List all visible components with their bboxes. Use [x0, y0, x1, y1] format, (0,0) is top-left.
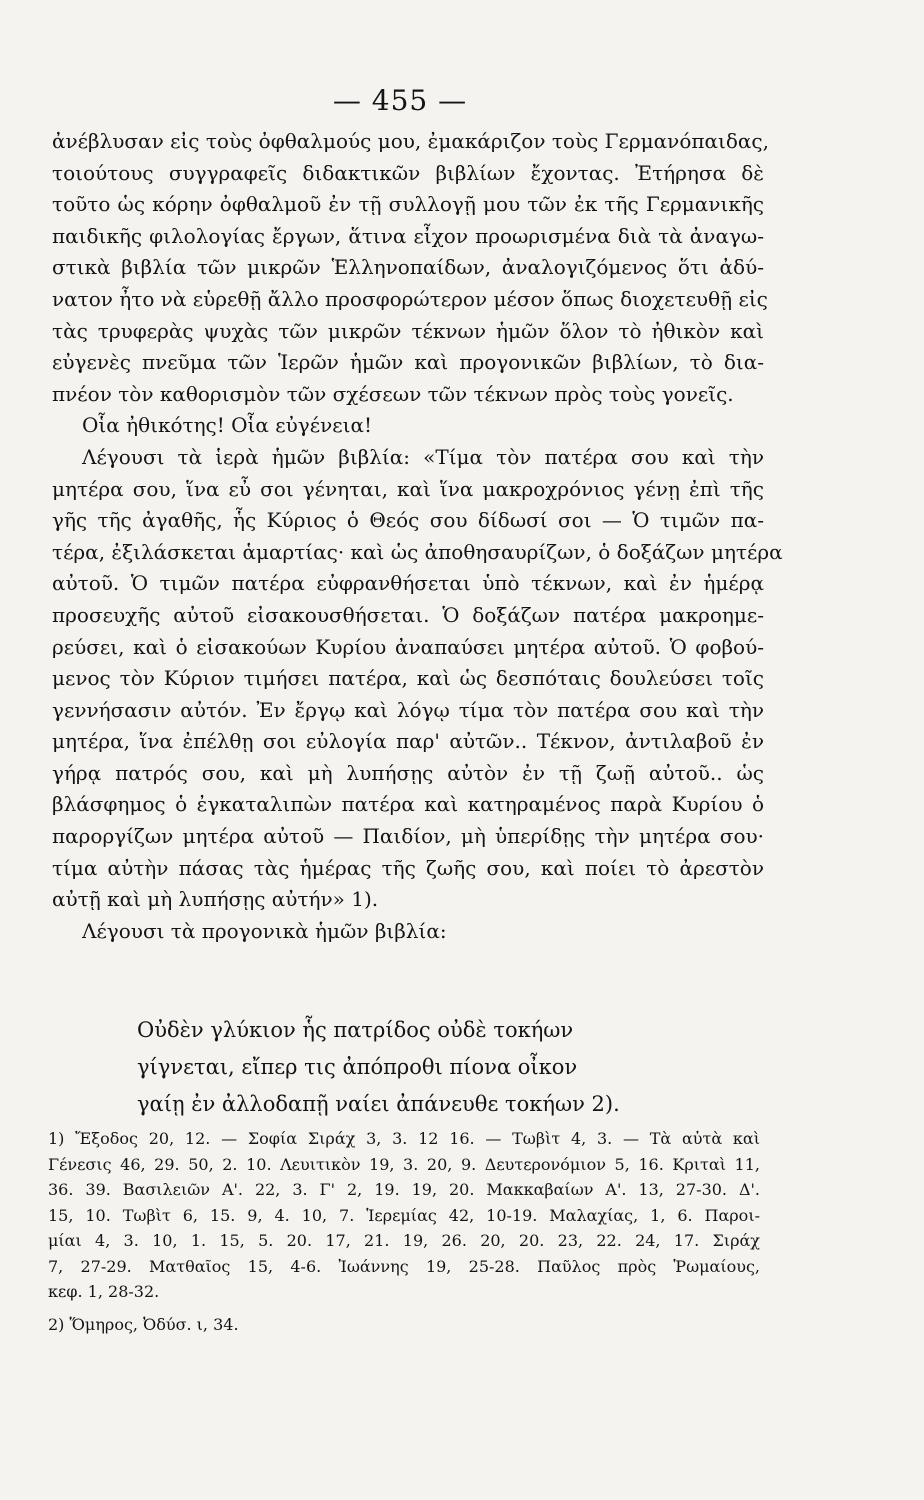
verse-line: Οὐδὲν γλύκιον ἧς πατρίδος οὐδὲ τοκήων [137, 1018, 574, 1042]
footnotes [48, 1126, 760, 1337]
footnote-2: 2) Ὅμηρος, Ὀδύσ. ι, 34. [48, 1314, 239, 1334]
text-line: τοιούτους συγγραφεῖς διδακτικῶν βιβλίων ἔχοντας. Ἐτήρησα δὲ [52, 160, 764, 185]
footnote-line: μίαι 4, 3. 10, 1. 15, 5. 20. 17, 21. 19, 26. 20, 20. 23, 22. 24, 17. Σιράχ [48, 1231, 760, 1250]
text-line: γεννήσασιν αὐτόν. Ἐν ἔργῳ καὶ λόγῳ τίμα τὸν πατέρα σου καὶ τὴν [52, 697, 764, 722]
text-line: τὰς τρυφερὰς ψυχὰς τῶν μικρῶν τέκνων ἡμῶν ὅλον τὸ ἠθικὸν καὶ [52, 318, 764, 343]
text-line: μητέρα σου, ἵνα εὖ σοι γένηται, καὶ ἵνα μακροχρόνιος γένῃ ἐπὶ τῆς [52, 476, 764, 501]
footnote-line: Γένεσις 46, 29. 50, 2. 10. Λευιτικὸν 19, 3. 20, 9. Δευτερονόμιον 5, 16. Κριταὶ 11, [48, 1154, 760, 1174]
text-line: πνέον τὸν καθορισμὸν τῶν σχέσεων τῶν τέκνων πρὸς τοὺς γονεῖς. [52, 381, 734, 406]
text-line: βλάσφημος ὁ ἐγκαταλιπὼν πατέρα καὶ κατηραμένος παρὰ Κυρίου ὁ [52, 792, 764, 817]
text-line: τέρα, ἐξιλάσκεται ἁμαρτίας· καὶ ὡς ἀποθησαυρίζων, ὁ δοξάζων μητέρα [52, 539, 783, 564]
text-line: εὐγενὲς πνεῦμα τῶν Ἱερῶν ἡμῶν καὶ προγονικῶν βιβλίων, τὸ δια- [52, 350, 764, 375]
text-line: Λέγουσι τὰ ἱερὰ ἡμῶν βιβλία: «Τίμα τὸν πατέρα σου καὶ τὴν [82, 444, 764, 469]
main-text [52, 126, 783, 947]
text-line: παροργίζων μητέρα αὐτοῦ — Παιδίον, μὴ ὑπερίδῃς τὴν μητέρα σου· [52, 824, 764, 849]
footnote-line: κεφ. 1, 28-32. [48, 1282, 160, 1301]
footnote-line: 7, 27-29. Ματθαῖος 15, 4-6. Ἰωάννης 19, 25-28. Παῦλος πρὸς Ῥωμαίους, [48, 1256, 760, 1276]
text-line: ρεύσει, καὶ ὁ εἰσακούων Κυρίου ἀναπαύσει μητέρα αὐτοῦ. Ὁ φοβού- [52, 634, 764, 659]
text-line: αὐτῇ καὶ μὴ λυπήσῃς αὐτήν» 1). [52, 887, 379, 912]
text-line: μενος τὸν Κύριον τιμήσει πατέρα, καὶ ὡς δεσπόταις δουλεύσει τοῖς [52, 666, 764, 691]
text-line: μητέρα, ἵνα ἐπέλθῃ σοι εὐλογία παρ' αὐτῶν.. Τέκνον, ἀντιλαβοῦ ἐν [52, 729, 764, 754]
text-line: γῆς τῆς ἀγαθῆς, ἧς Κύριος ὁ Θεός σου δίδωσί σοι — Ὁ τιμῶν πα- [52, 508, 764, 533]
verse-line: γαίῃ ἐν ἀλλοδαπῇ ναίει ἀπάνευθε τοκήων 2). [137, 1092, 620, 1116]
verse-line: γίγνεται, εἴπερ τις ἀπόπροθι πίονα οἶκον [137, 1055, 578, 1079]
text-line: τοῦτο ὡς κόρην ὀφθαλμοῦ ἐν τῇ συλλογῇ μου τῶν ἐκ τῆς Γερμανικῆς [52, 192, 764, 217]
text-line: τίμα αὐτὴν πάσας τὰς ἡμέρας τῆς ζωῆς σου, καὶ ποίει τὸ ἀρεστὸν [52, 855, 764, 880]
footnote-line: 36. 39. Βασιλειῶν Α'. 22, 3. Γ' 2, 19. 19, 20. Μακκαβαίων Α'. 13, 27-30. Δ'. [48, 1180, 760, 1199]
page-number: — 455 — [332, 84, 468, 117]
text-line: στικὰ βιβλία τῶν μικρῶν Ἑλληνοπαίδων, ἀναλογιζόμενος ὅτι ἀδύ- [52, 255, 764, 280]
text-line: γήρᾳ πατρός σου, καὶ μὴ λυπήσῃς αὐτὸν ἐν τῇ ζωῇ αὐτοῦ.. ὡς [52, 760, 764, 785]
text-line: νατον ἦτο νὰ εὑρεθῇ ἄλλο προσφορώτερον μέσον ὅπως διοχετευθῇ εἰς [52, 286, 768, 311]
text-line: Λέγουσι τὰ προγονικὰ ἡμῶν βιβλία: [82, 918, 447, 943]
text-line: ἀνέβλυσαν εἰς τοὺς ὀφθαλμούς μου, ἐμακάριζον τοὺς Γερμανόπαιδας, [52, 129, 769, 153]
footnote-line: 15, 10. Τωβὶτ 6, 15. 9, 4. 10, 7. Ἱερεμίας 42, 10-19. Μαλαχίας, 1, 6. Παροι- [48, 1205, 760, 1225]
verse-quotation [137, 1012, 657, 1123]
text-line: προσευχῆς αὐτοῦ εἰσακουσθήσεται. Ὁ δοξάζων πατέρα μακροημε- [52, 602, 764, 627]
text-line: αὐτοῦ. Ὁ τιμῶν πατέρα εὐφρανθήσεται ὑπὸ τέκνων, καὶ ἐν ἡμέρᾳ [52, 571, 764, 596]
text-line: Οἷα ἠθικότης! Οἷα εὐγένεια! [82, 413, 372, 438]
text-line: παιδικῆς φιλολογίας ἔργων, ἅτινα εἶχον προωρισμένα διὰ τὰ ἀναγω- [52, 223, 764, 248]
footnote-line: 1) Ἔξοδος 20, 12. — Σοφία Σιράχ 3, 3. 12 16. — Τωβὶτ 4, 3. — Τὰ αὐτὰ καὶ [48, 1129, 760, 1148]
